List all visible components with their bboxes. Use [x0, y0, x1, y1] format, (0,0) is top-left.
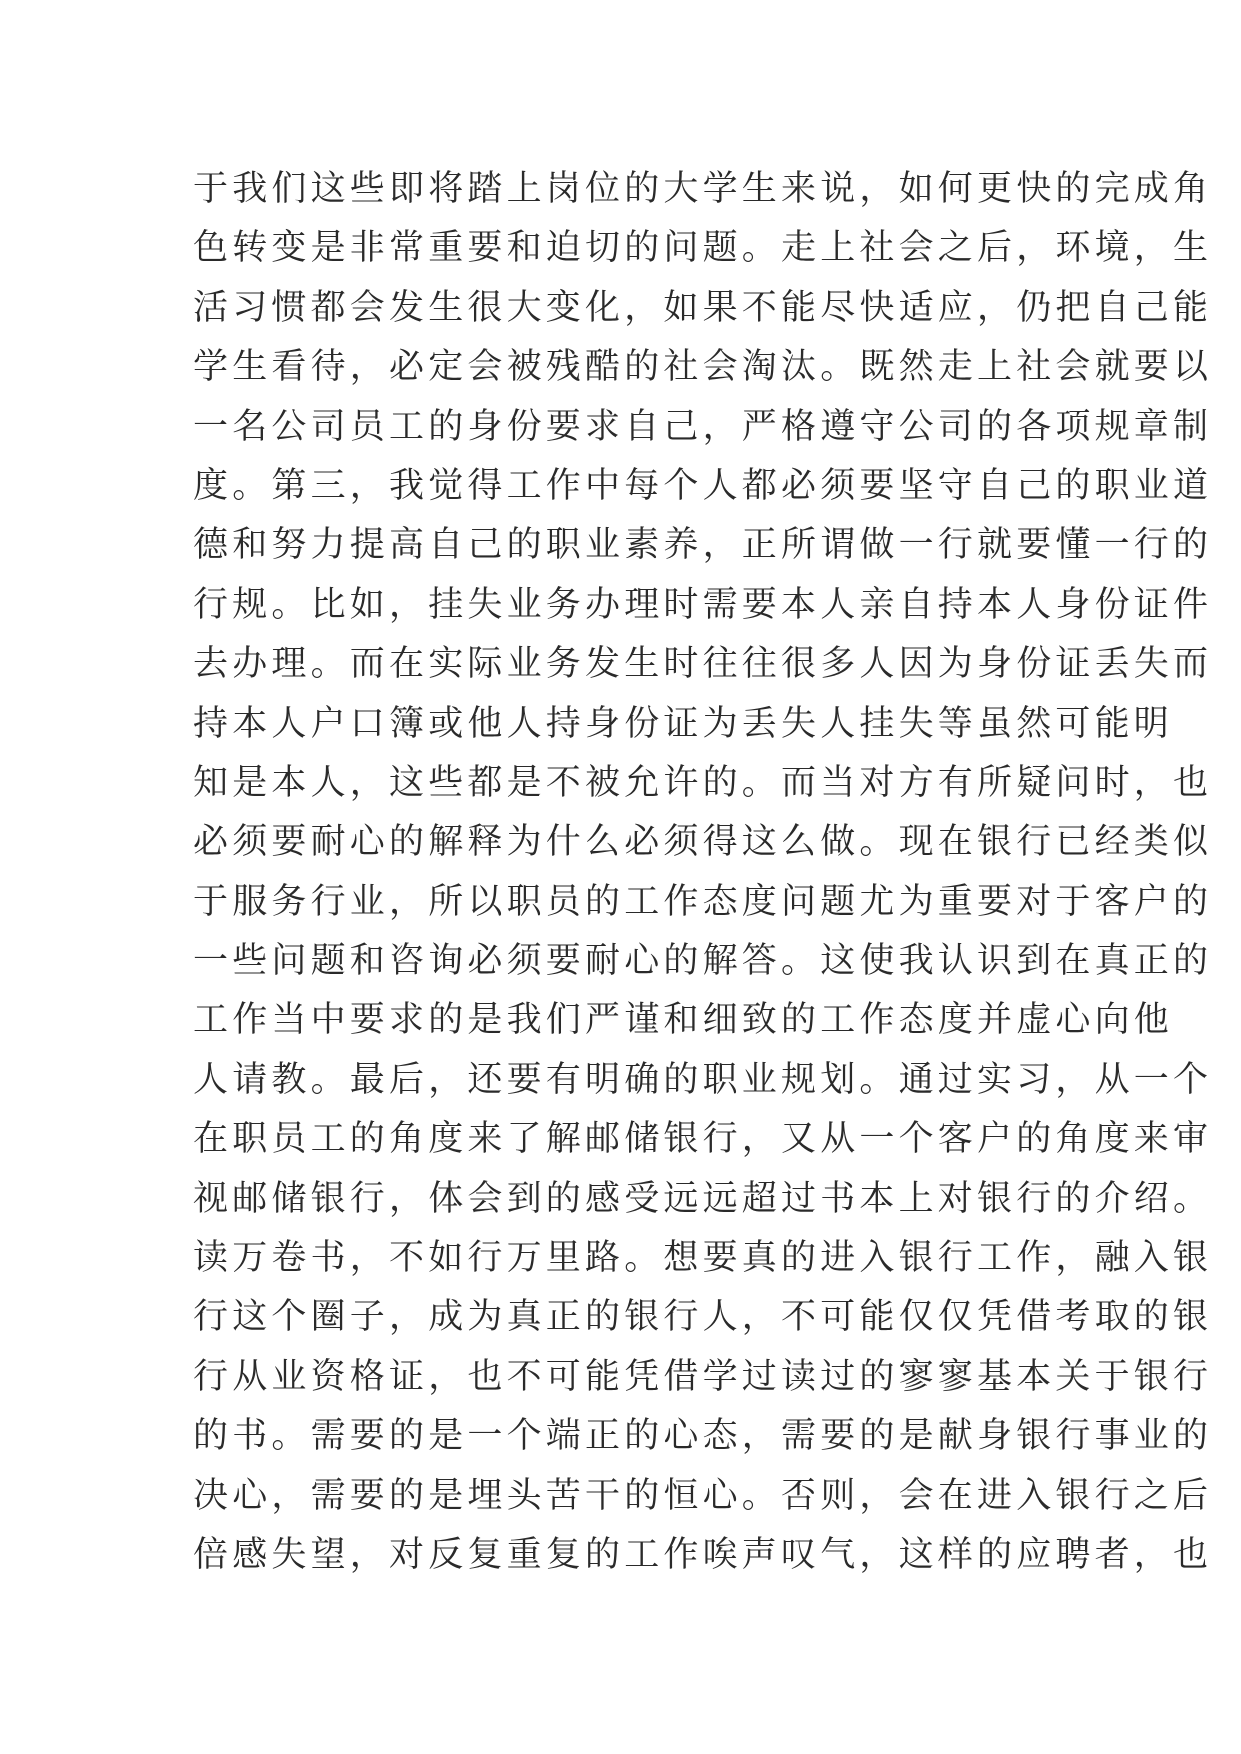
- text-line: 倍感失望，对反复重复的工作唉声叹气，这样的应聘者，也: [193, 1534, 1213, 1575]
- text-line: 行从业资格证，也不可能凭借学过读过的寥寥基本关于银行: [193, 1356, 1213, 1397]
- text-line: 于我们这些即将踏上岗位的大学生来说，如何更快的完成角: [193, 169, 1213, 209]
- text-line: 必须要耐心的解释为什么必须得这么做。现在银行已经类似: [193, 822, 1213, 863]
- text-line: 去办理。而在实际业务发生时往往很多人因为身份证丢失而: [193, 644, 1213, 685]
- text-line: 视邮储银行，体会到的感受远远超过书本上对银行的介绍。: [193, 1178, 1213, 1219]
- text-line: 学生看待，必定会被残酷的社会淘汰。既然走上社会就要以: [193, 347, 1213, 388]
- text-line: 行规。比如，挂失业务办理时需要本人亲自持本人身份证件: [193, 584, 1213, 625]
- text-line: 活习惯都会发生很大变化，如果不能尽快适应，仍把自己能: [193, 287, 1213, 328]
- body-text: [193, 160, 1213, 1585]
- text-line: 色转变是非常重要和迫切的问题。走上社会之后，环境，生: [193, 228, 1213, 269]
- text-line: 度。第三，我觉得工作中每个人都必须要坚守自己的职业道: [193, 465, 1213, 506]
- text-line: 知是本人，这些都是不被允许的。而当对方有所疑问时，也: [193, 762, 1213, 803]
- text-line: 行这个圈子，成为真正的银行人，不可能仅仅凭借考取的银: [193, 1297, 1213, 1338]
- text-line: 人请教。最后，还要有明确的职业规划。通过实习，从一个: [193, 1059, 1213, 1100]
- text-line: 的书。需要的是一个端正的心态，需要的是献身银行事业的: [193, 1416, 1213, 1457]
- text-line: 持本人户口簿或他人持身份证为丢失人挂失等虽然可能明: [193, 703, 1174, 744]
- text-line: 于服务行业，所以职员的工作态度问题尤为重要对于客户的: [193, 881, 1213, 922]
- text-line: 德和努力提高自己的职业素养，正所谓做一行就要懂一行的: [193, 525, 1213, 566]
- text-line: 一些问题和咨询必须要耐心的解答。这使我认识到在真正的: [193, 941, 1213, 982]
- text-line: 决心，需要的是埋头苦干的恒心。否则，会在进入银行之后: [193, 1475, 1213, 1516]
- text-line: 在职员工的角度来了解邮储银行，又从一个客户的角度来审: [193, 1119, 1213, 1160]
- text-line: 工作当中要求的是我们严谨和细致的工作态度并虚心向他: [193, 1000, 1174, 1041]
- text-line: 一名公司员工的身份要求自己，严格遵守公司的各项规章制: [193, 406, 1213, 447]
- text-line: 读万卷书，不如行万里路。想要真的进入银行工作，融入银: [193, 1238, 1213, 1279]
